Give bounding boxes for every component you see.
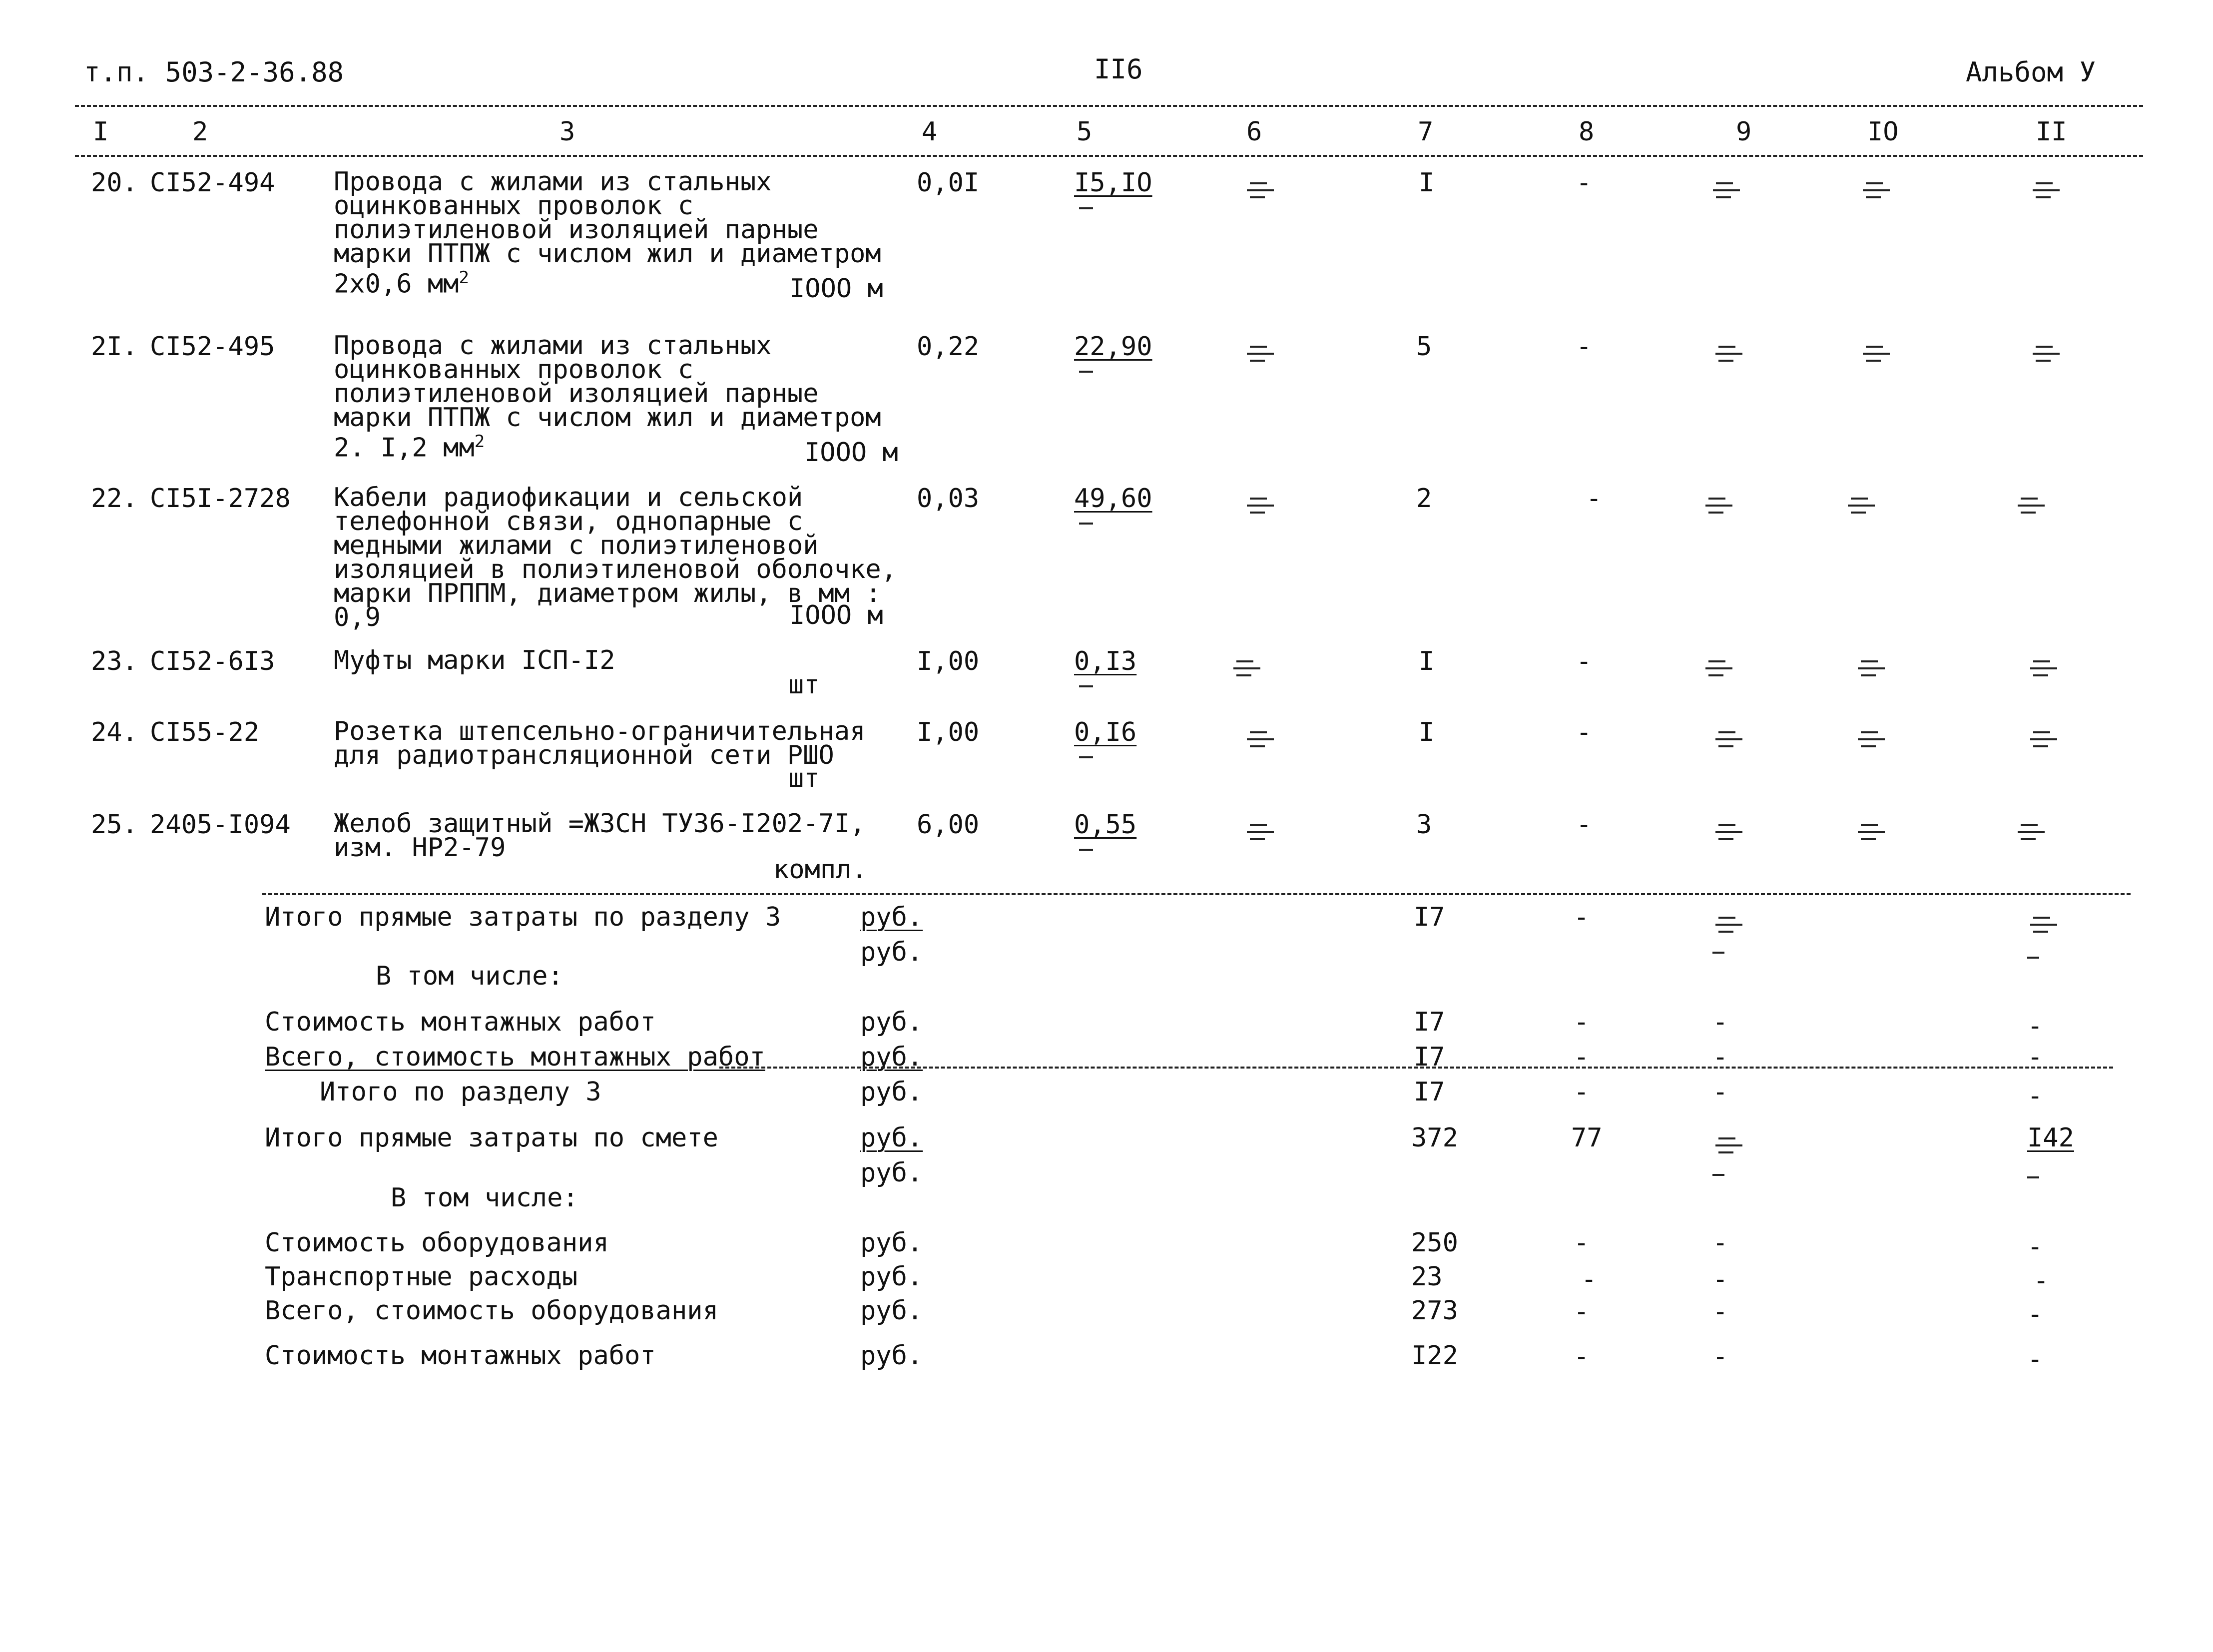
price-sub-dash xyxy=(1079,685,1093,687)
header-bottom-rule xyxy=(75,155,2143,157)
col-header-7: 7 xyxy=(1418,117,1434,147)
document-id: т.п. 503-2-36.88 xyxy=(84,56,344,88)
row-col8: - xyxy=(1576,332,1592,362)
row-code: CI5I-2728 xyxy=(150,484,291,514)
col-header-9: 9 xyxy=(1736,117,1752,147)
summary-col8: - xyxy=(1574,902,1590,932)
row-price: 0,55 xyxy=(1074,810,1137,840)
row-quantity: I,00 xyxy=(917,717,980,747)
col-header-11: II xyxy=(2036,117,2067,147)
row-price: 49,60 xyxy=(1074,484,1152,514)
summary-col8: - xyxy=(1581,1264,1597,1294)
row-col7: I xyxy=(1419,646,1435,676)
summary-sub-dash xyxy=(1712,1174,1724,1176)
row-col8: - xyxy=(1586,484,1602,514)
summary-label: Итого прямые затраты по смете xyxy=(265,1123,718,1153)
col-header-5: 5 xyxy=(1077,117,1093,147)
row-number: 20. xyxy=(91,168,138,198)
summary-col7: 372 xyxy=(1411,1123,1458,1153)
summary-col11: - xyxy=(2027,1042,2043,1072)
row-description: Провода с жилами из стальных оцинкованных проволок с полиэтиленовой изоляцией парные марки ПТПЖ с числом жил и диаметром 2х0,6 $мм^2$ xyxy=(334,167,881,299)
summary-col11: - xyxy=(2027,1081,2043,1111)
col-header-6: 6 xyxy=(1246,117,1262,147)
price-sub-dash xyxy=(1079,371,1093,373)
header-top-rule xyxy=(75,105,2143,107)
price-sub-dash xyxy=(1079,849,1093,851)
row-quantity: 0,22 xyxy=(917,332,980,362)
summary-label: Всего, стоимость монтажных работ xyxy=(265,1042,765,1072)
summary-col7: I7 xyxy=(1414,1077,1445,1107)
summary-col7: 250 xyxy=(1411,1228,1458,1258)
col-header-1: I xyxy=(93,117,109,147)
row-col7: I xyxy=(1419,168,1435,198)
row-description: Муфты марки ICП-I2 xyxy=(334,645,615,675)
summary-col8: - xyxy=(1574,1342,1590,1372)
row-number: 2I. xyxy=(91,332,138,362)
col-header-8: 8 xyxy=(1579,117,1595,147)
row-unit: шт xyxy=(788,763,820,793)
row-col8: - xyxy=(1576,810,1592,840)
row-price: 0,I3 xyxy=(1074,646,1137,676)
summary-unit: руб. xyxy=(860,1296,923,1326)
album-label: Альбом У xyxy=(1966,56,2096,88)
summary-col7: 23 xyxy=(1411,1262,1443,1292)
summary-col11: - xyxy=(2027,1299,2043,1329)
row-col7: 2 xyxy=(1416,484,1432,514)
summary-label: Стоимость оборудования xyxy=(265,1228,609,1258)
summary-col9: - xyxy=(1712,1264,1728,1294)
summary-sub-dash xyxy=(1712,952,1724,954)
col-header-3: 3 xyxy=(559,117,575,147)
row-unit: IOOO м xyxy=(804,438,898,468)
row-number: 25. xyxy=(91,810,138,840)
row-price: 22,90 xyxy=(1074,332,1152,362)
row-col7: 5 xyxy=(1416,332,1432,362)
col-header-10: IO xyxy=(1867,117,1899,147)
summary-unit: руб. xyxy=(860,937,923,967)
summary-label: Итого прямые затраты по разделу 3 xyxy=(265,902,781,932)
summary-label: Стоимость монтажных работ xyxy=(265,1341,656,1371)
summary-col11: - xyxy=(2027,1232,2043,1262)
summary-col8: - xyxy=(1574,1042,1590,1072)
summary-sub-dash xyxy=(2027,1176,2039,1178)
price-sub-dash xyxy=(1079,523,1093,525)
summary-col8: - xyxy=(1574,1077,1590,1107)
summary-unit: руб. xyxy=(860,1077,923,1107)
summary-col7: I22 xyxy=(1411,1341,1458,1371)
row-quantity: 0,03 xyxy=(917,484,980,514)
summary-sub-dash xyxy=(2027,957,2039,959)
row-col8: - xyxy=(1576,646,1592,676)
row-code: CI52-494 xyxy=(150,168,275,198)
subtotal-rule xyxy=(719,1067,2113,1069)
summary-unit: руб. xyxy=(860,1158,923,1188)
row-description: Желоб защитный =ЖЗСН ТУ36-I202-7I, изм. НР2-79 xyxy=(334,809,866,863)
summary-unit: руб. xyxy=(860,1228,923,1258)
row-number: 24. xyxy=(91,717,138,747)
row-price: I5,IO xyxy=(1074,168,1152,198)
summary-col9: - xyxy=(1712,1007,1728,1037)
summary-col8: - xyxy=(1574,1297,1590,1327)
summary-col11: - xyxy=(2033,1266,2049,1296)
row-number: 23. xyxy=(91,646,138,676)
row-code: 2405-I094 xyxy=(150,810,291,840)
row-unit: шт xyxy=(788,670,820,700)
summary-col9: - xyxy=(1712,1077,1728,1107)
summary-col8: - xyxy=(1574,1007,1590,1037)
row-quantity: 0,0I xyxy=(917,168,980,198)
row-description: Розетка штепсельно-ограничительная для радиотрансляционной сети РШО xyxy=(334,716,866,770)
page-number: II6 xyxy=(1094,53,1143,85)
summary-unit: руб. xyxy=(860,1042,923,1072)
row-quantity: I,00 xyxy=(917,646,980,676)
row-description: Кабели радиофикации и сельской телефонной связи, однопарные с медными жилами с полиэтиленовой изоляцией в полиэтиленовой оболочке, марки ПРППМ, диаметром жилы, в мм : 0,9 xyxy=(334,483,897,632)
price-sub-dash xyxy=(1079,207,1093,209)
summary-col7: I7 xyxy=(1414,1042,1445,1072)
summary-subheading: В том числе: xyxy=(391,1183,578,1213)
col-header-2: 2 xyxy=(192,117,208,147)
row-quantity: 6,00 xyxy=(917,810,980,840)
summary-unit: руб. xyxy=(860,1341,923,1371)
summary-unit: руб. xyxy=(860,1123,923,1153)
row-unit: IOOO м xyxy=(789,600,883,630)
summary-col9: - xyxy=(1712,1297,1728,1327)
summary-unit: руб. xyxy=(860,1262,923,1292)
summary-col9: - xyxy=(1712,1228,1728,1258)
summary-col9: - xyxy=(1712,1042,1728,1072)
row-unit: компл. xyxy=(773,855,867,885)
summary-col8: 77 xyxy=(1571,1123,1603,1153)
summary-label: Всего, стоимость оборудования xyxy=(265,1296,718,1326)
row-description: Провода с жилами из стальных оцинкованных проволок с полиэтиленовой изоляцией парные марки ПТПЖ с числом жил и диаметром 2. I,2 $мм^2$ xyxy=(334,331,881,463)
summary-col8: - xyxy=(1574,1228,1590,1258)
price-sub-dash xyxy=(1079,756,1093,758)
summary-label: Итого по разделу 3 xyxy=(320,1077,601,1107)
row-col7: 3 xyxy=(1416,810,1432,840)
summary-subheading: В том числе: xyxy=(376,961,563,991)
summary-col11: - xyxy=(2027,1344,2043,1374)
col-header-4: 4 xyxy=(922,117,938,147)
row-col8: - xyxy=(1576,168,1592,198)
summary-col11: - xyxy=(2027,1011,2043,1041)
summary-unit: руб. xyxy=(860,1007,923,1037)
row-code: CI52-6I3 xyxy=(150,646,275,676)
summary-col11: I42 xyxy=(2027,1123,2074,1153)
row-col8: - xyxy=(1576,717,1592,747)
summary-label: Транспортные расходы xyxy=(265,1262,578,1292)
row-unit: IOOO м xyxy=(789,274,883,304)
summary-col7: I7 xyxy=(1414,1007,1445,1037)
section-rule xyxy=(262,893,2131,895)
row-number: 22. xyxy=(91,484,138,514)
row-col7: I xyxy=(1419,717,1435,747)
summary-unit: руб. xyxy=(860,902,923,932)
row-code: CI52-495 xyxy=(150,332,275,362)
summary-col9: - xyxy=(1712,1342,1728,1372)
summary-label: Стоимость монтажных работ xyxy=(265,1007,656,1037)
row-price: 0,I6 xyxy=(1074,717,1137,747)
summary-col7: I7 xyxy=(1414,902,1445,932)
row-code: CI55-22 xyxy=(150,717,260,747)
summary-col7: 273 xyxy=(1411,1296,1458,1326)
